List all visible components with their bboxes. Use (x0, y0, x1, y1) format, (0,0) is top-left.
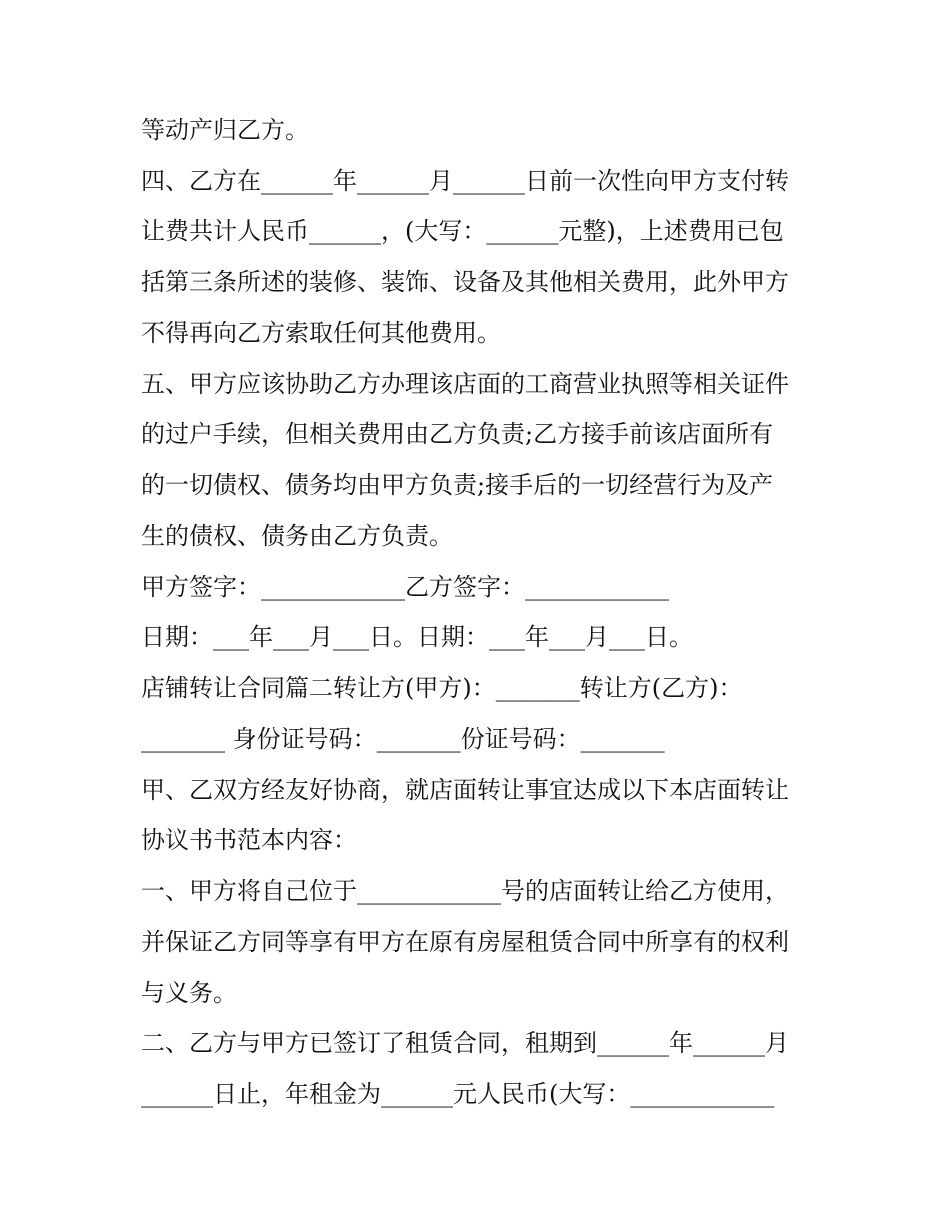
text-line: 生的债权、债务由乙方负责。 (141, 522, 453, 550)
text-line: 的过户手续，但相关费用由乙方负责;乙方接手前该店面所有 (141, 420, 774, 448)
id-number-line: _______ 身份证号码：_______份证号码：_______ (141, 725, 665, 753)
text-line: 让费共计人民币______，(大写：______元整)，上述费用已包 (141, 217, 784, 245)
section-heading-line: 店铺转让合同篇二转让方(甲方)：_______转让方(乙方)： (141, 674, 743, 702)
text-line: 与义务。 (141, 979, 237, 1007)
date-line: 日期：___年___月___日。日期：___年___月___日。 (141, 623, 693, 651)
signature-line: 甲方签字：____________乙方签字：____________ (141, 573, 669, 601)
text-line: 等动产归乙方。 (141, 116, 309, 144)
text-line: 的一切债权、债务均由甲方负责;接手后的一切经营行为及产 (141, 471, 774, 499)
text-line: 括第三条所述的装修、装饰、设备及其他相关费用，此外甲方 (141, 268, 789, 296)
text-line: 协议书书范本内容： (141, 826, 357, 854)
text-line: 二、乙方与甲方已签订了租赁合同，租期到______年______月 (141, 1029, 789, 1057)
text-line: 四、乙方在______年______月______日前一次性向甲方支付转 (141, 167, 789, 195)
text-line: 并保证乙方同等享有甲方在原有房屋租赁合同中所享有的权利 (141, 928, 789, 956)
text-line: 五、甲方应该协助乙方办理该店面的工商营业执照等相关证件 (141, 370, 789, 398)
text-line: 一、甲方将自己位于____________号的店面转让给乙方使用， (141, 877, 789, 905)
text-line: 甲、乙双方经友好协商，就店面转让事宜达成以下本店面转让 (141, 776, 789, 804)
text-line: 不得再向乙方索取任何其他费用。 (141, 319, 501, 347)
text-line: ______日止，年租金为______元人民币(大写：____________ (141, 1080, 775, 1108)
